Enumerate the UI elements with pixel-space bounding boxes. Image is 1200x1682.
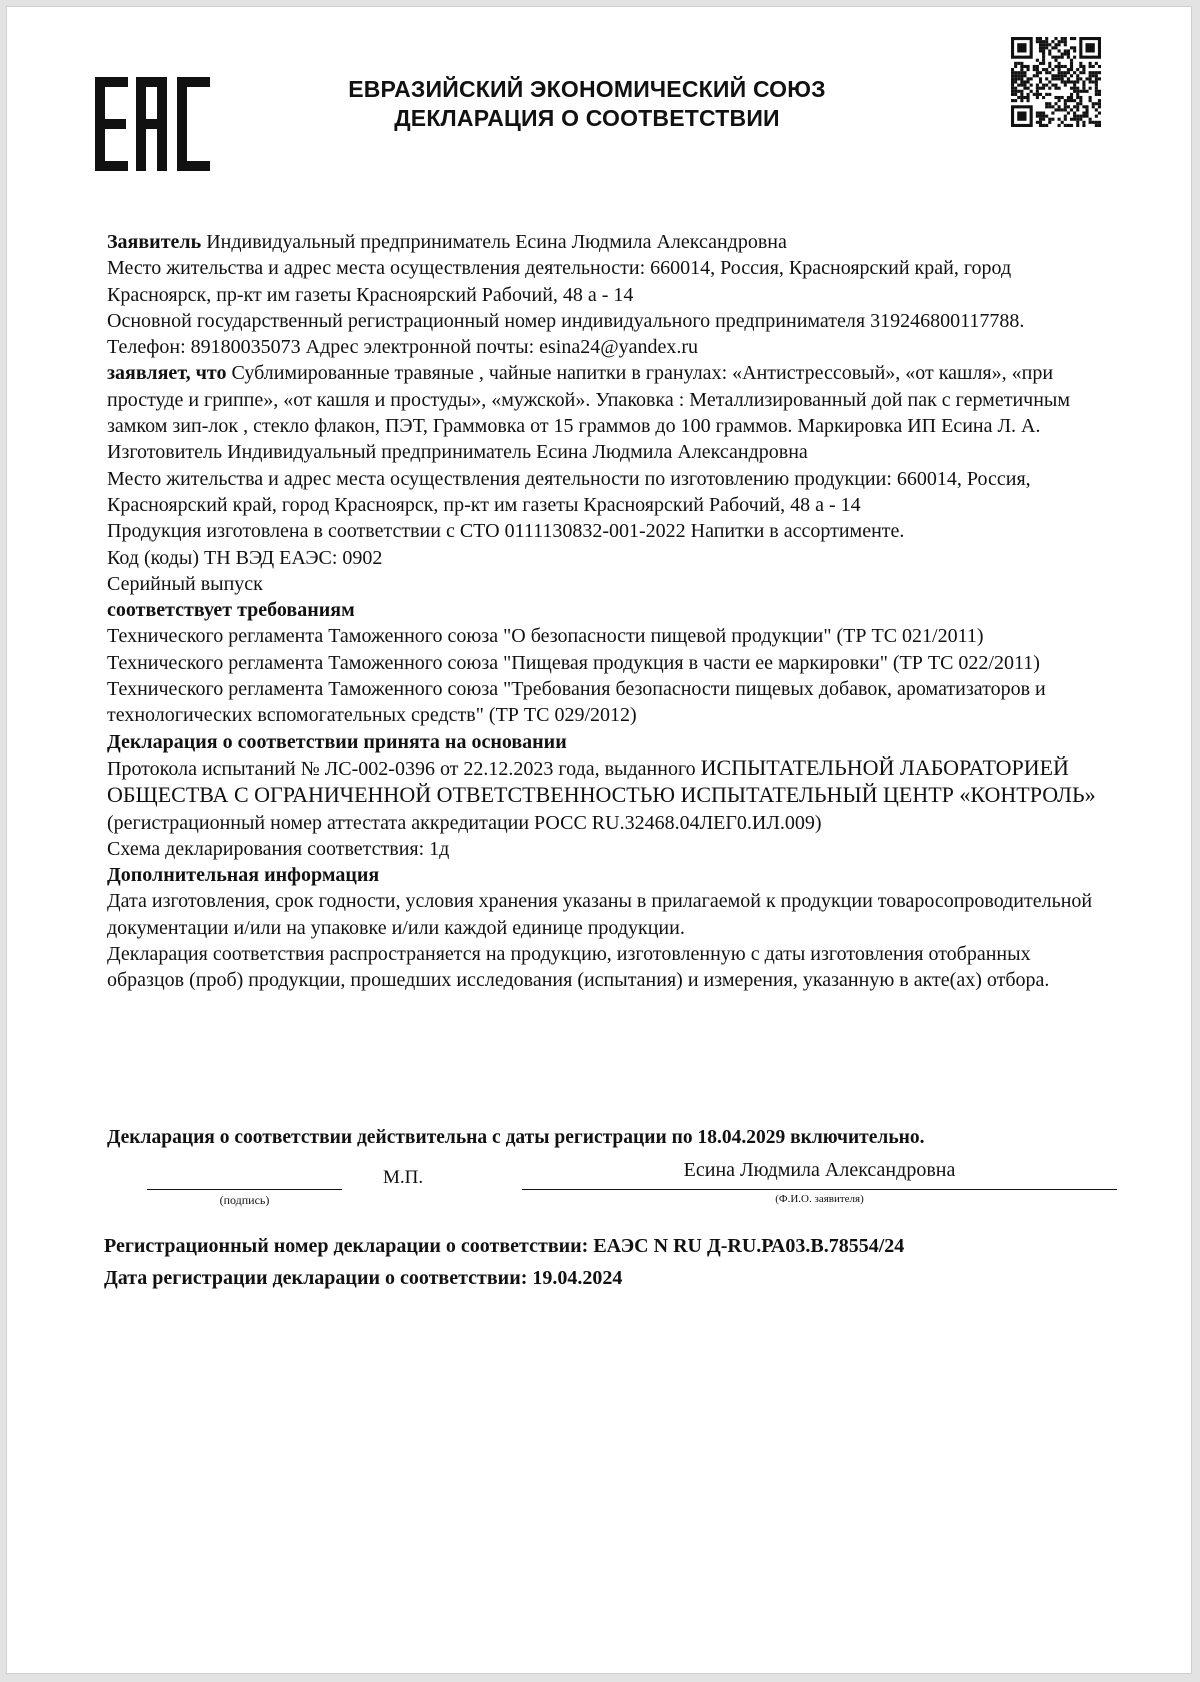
additional-info-label: Дополнительная информация xyxy=(107,864,380,887)
validity-statement: Декларация о соответствии действительна с даты регистрации по 18.04.2029 включительно. xyxy=(107,1127,925,1148)
hs-code: Код (коды) ТН ВЭД ЕАЭС: 0902 xyxy=(107,546,383,569)
signature-caption: (подпись) xyxy=(219,1193,270,1207)
registration-date: Дата регистрации декларации о соответствии: 19.04.2024 xyxy=(104,1267,623,1289)
serial-release: Серийный выпуск xyxy=(107,572,263,595)
additional-info-text: Дата изготовления, срок годности, условия хранения указаны в прилагаемой к продукции товаросопроводительной документации и/или на упаковке и/или каждой единице продукции. xyxy=(107,890,1093,939)
name-caption: (Ф.И.О. заявителя) xyxy=(775,1193,864,1205)
applicant-contacts: Телефон: 89180035073 Адрес электронной почты: esina24@yandex.ru xyxy=(107,336,699,359)
signature-line xyxy=(147,1189,342,1190)
declares-paragraph xyxy=(107,360,1107,439)
regulation-item: Технического регламента Таможенного союза "Пищевая продукция в части ее маркировки" (ТР ТС 022/2011) xyxy=(107,651,1040,674)
name-line xyxy=(522,1189,1117,1190)
declares-label: заявляет, что xyxy=(107,362,227,385)
protocol-number: Протокола испытаний № ЛС-002-0396 от 22.12.2023 года, выданного xyxy=(107,757,701,780)
applicant-ogrn: Основной государственный регистрационный номер индивидуального предпринимателя 319246800117788. xyxy=(107,309,1025,332)
declaration-body xyxy=(107,229,1107,994)
basis-label: Декларация о соответствии принята на основании xyxy=(107,730,567,753)
requirements-label: соответствует требованиям xyxy=(107,599,355,622)
manufacturer-address: Место жительства и адрес места осуществления деятельности по изготовлению продукции: 660014, Россия, Красноярский край, город Красноярск, пр-кт им газеты Красноярский Рабочий, 48 а - 14 xyxy=(107,467,1031,516)
union-title: ЕВРАЗИЙСКИЙ ЭКОНОМИЧЕСКИЙ СОЮЗ xyxy=(348,76,826,102)
declaration-scheme: Схема декларирования соответствия: 1д xyxy=(107,837,450,860)
manufacturer-name: Изготовитель Индивидуальный предприниматель Есина Людмила Александровна xyxy=(107,441,808,464)
regulation-item: Технического регламента Таможенного союза "О безопасности пищевой продукции" (ТР ТС 021/2011) xyxy=(107,625,984,648)
regulation-item: Технического регламента Таможенного союза "Требования безопасности пищевых добавок, ароматизаторов и технологических вспомогательных средств" (ТР ТС 029/2012) xyxy=(107,678,1046,727)
stamp-placeholder: М.П. xyxy=(383,1167,424,1188)
laboratory-name: ИСПЫТАТЕЛЬНОЙ ЛАБОРАТОРИЕЙ ОБЩЕСТВА С ОГРАНИЧЕННОЙ ОТВЕТСТВЕННОСТЬЮ ИСПЫТАТЕЛЬНЫЙ ЦЕНТР «КОНТРОЛЬ» xyxy=(107,754,1096,808)
applicant-label: Заявитель xyxy=(107,231,202,253)
applicant-line xyxy=(107,229,1107,255)
applicant-full-name: Есина Людмила Александровна xyxy=(683,1159,956,1181)
applicant-address: Место жительства и адрес места осуществления деятельности: 660014, Россия, Красноярский край, город Красноярск, пр-кт им газеты Красноярский Рабочий, 48 а - 14 xyxy=(107,257,1012,306)
test-protocol xyxy=(107,755,1107,836)
document-title: ДЕКЛАРАЦИЯ О СООТВЕТСТВИИ xyxy=(394,105,780,131)
registration-number: Регистрационный номер декларации о соответствии: ЕАЭС N RU Д-RU.РА03.В.78554/24 xyxy=(104,1235,905,1257)
declaration-document xyxy=(6,6,1192,1674)
accreditation-number: (регистрационный номер аттестата аккредитации РОСС RU.32468.04ЛЕГ0.ИЛ.009) xyxy=(107,811,822,834)
product-description: Сублимированные травяные , чайные напитки в гранулах: «Антистрессовый», «от кашля», «при простуде и гриппе», «от кашля и простуды», «мужской». Упаковка : Металлизированный дой пак с герметичным замком зип-лок , стекло флакон, ПЭТ, Граммовка от 15 граммов до 100 граммов. Маркировка ИП Есина Л. А. xyxy=(107,362,1071,438)
additional-info-text: Декларация соответствия распространяется на продукцию, изготовленную с даты изготовления отобранных образцов (проб) продукции, прошедших исследования (испытания) и измерения, указанную в акте(ах) отбора. xyxy=(107,943,1050,992)
eac-logo-icon xyxy=(95,77,210,171)
applicant-name: Индивидуальный предприниматель Есина Людмила Александровна xyxy=(201,231,787,253)
qr-code-icon xyxy=(1011,37,1101,127)
manufacturing-standard: Продукция изготовлена в соответствии с СТО 0111130832-001-2022 Напитки в ассортименте. xyxy=(107,520,905,543)
document-header xyxy=(307,75,867,133)
